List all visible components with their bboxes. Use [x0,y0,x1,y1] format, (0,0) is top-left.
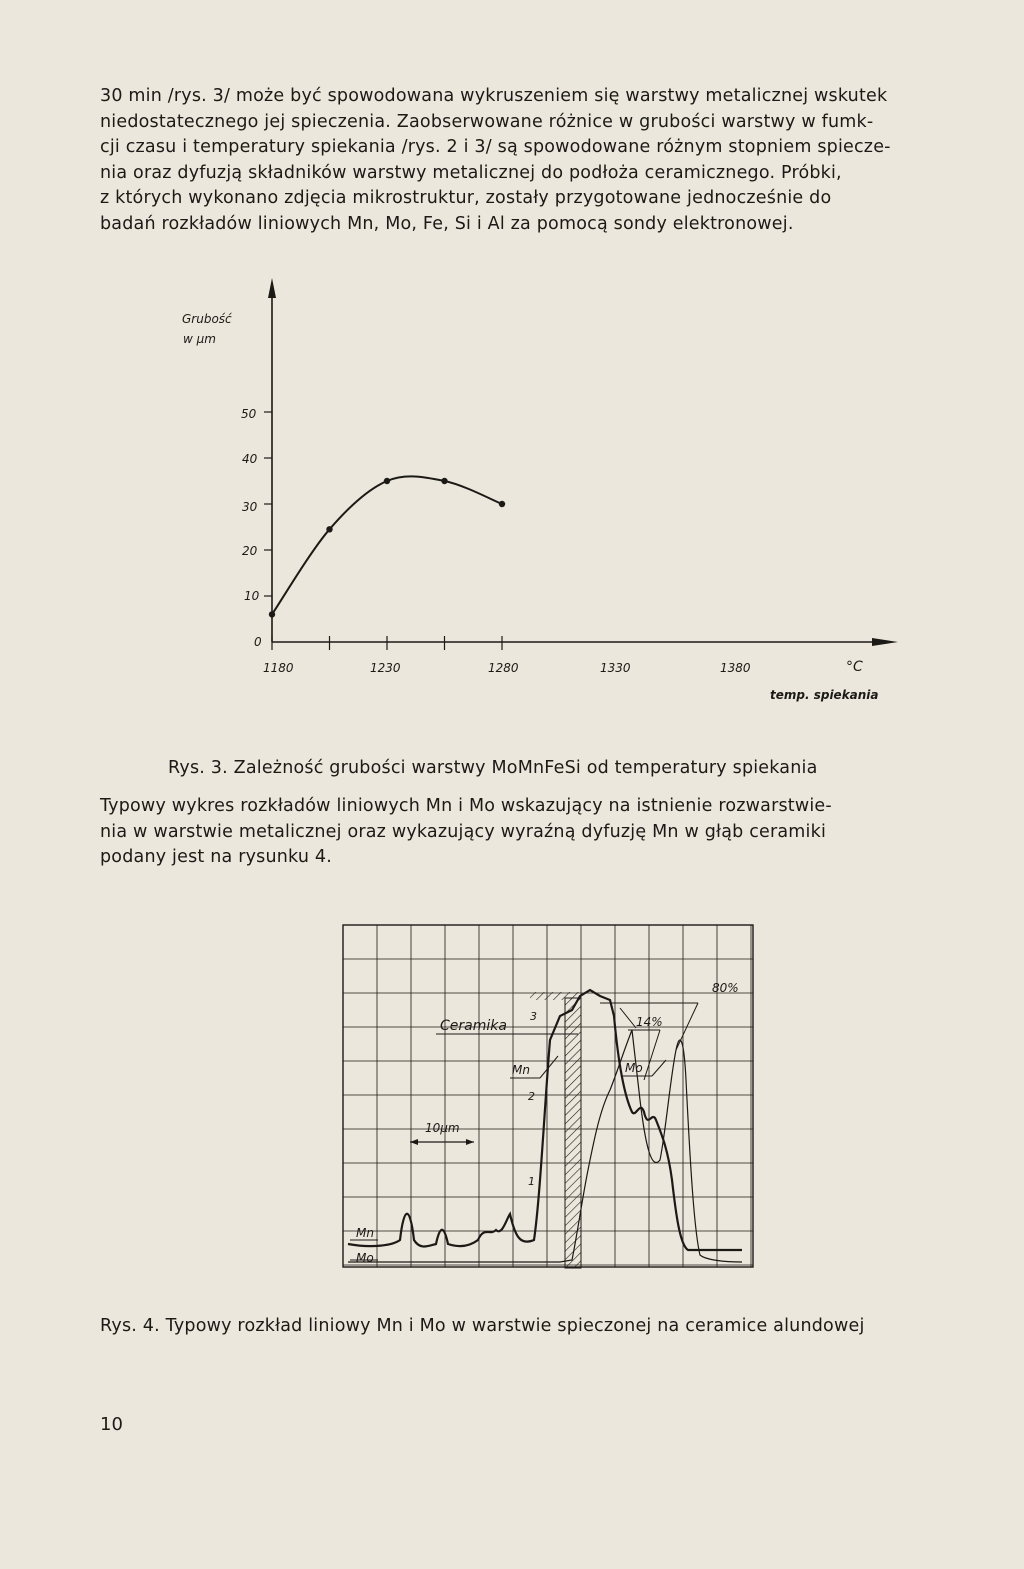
page-number: 10 [100,1414,123,1435]
ceramic-boundary-hatch [565,998,581,1268]
y-axis-unit: w μm [183,332,216,346]
y-tick-label: 30 [242,500,258,514]
label-mo: Mo [625,1061,643,1075]
y-tick-label: 50 [241,407,257,421]
origin-label: 0 [254,635,262,649]
text-line: niedostatecznego jej spieczenia. Zaobserwowane różnice w grubości warstwy w fumk- [100,111,874,132]
x-axis-unit: °C [846,659,863,675]
y-tick-label: 10 [244,589,260,603]
x-axis-label: temp. spiekania [770,688,879,702]
text-line: 30 min /rys. 3/ może być spowodowana wykruszeniem się warstwy metalicznej wskutek [100,86,888,106]
x-tick-label: 1180 [263,661,294,675]
label-mn: Mn [512,1063,530,1077]
text-line: badań rozkładów liniowych Mn, Mo, Fe, Si i Al za pomocą sondy elektronowej. [100,213,794,234]
text-line: nia w warstwie metalicznej oraz wykazujący wyraźną dyfuzję Mn w głąb ceramiki [100,821,827,842]
x-tick-label: 1380 [720,661,751,675]
leader-mo [652,1060,666,1076]
figure-4-caption: Rys. 4. Typowy rozkład liniowy Mn i Mo w warstwie spieczonej na ceramice alundowej [100,1316,865,1336]
label-80-percent: 80% [712,981,739,995]
label-mo-bottom: Mo [356,1251,374,1265]
leader-80 [676,1003,698,1050]
label-14-percent: 14% [636,1015,663,1029]
text-line: cji czasu i temperatury spiekania /rys. 2 i 3/ są spowodowane różnym stopniem spiecze- [100,137,891,157]
leader-14 [620,1008,636,1028]
figure-3-caption: Rys. 3. Zależność grubości warstwy MoMnFeSi od temperatury spiekania [168,758,818,778]
y-tick-label: 40 [242,452,258,466]
y-axis-label: Grubość [182,312,232,326]
text-line: z których wykonano zdjęcia mikrostruktur, zostały przygotowane jednocześnie do [100,188,832,208]
scale-mark-2: 2 [528,1090,535,1103]
scale-mark-1: 1 [528,1175,535,1188]
label-ceramika: Ceramika [440,1018,507,1034]
x-tick-label: 1330 [600,661,631,675]
x-tick-label: 1230 [370,661,401,675]
x-tick-label: 1280 [488,661,519,675]
text-line: nia oraz dyfuzją składników warstwy metalicznej do podłoża ceramicznego. Próbki, [100,162,842,183]
label-scale: 10μm [425,1121,460,1135]
leader-14 [644,1030,660,1080]
label-mn-bottom: Mn [356,1226,374,1240]
text-line: podany jest na rysunku 4. [100,847,333,867]
top-hatch [530,992,580,1000]
scale-arrow-right [466,1139,474,1145]
text-line: Typowy wykres rozkładów liniowych Mn i Mo wskazujący na istnienie rozwarstwie- [100,796,832,816]
scale-mark-3: 3 [530,1010,537,1023]
y-tick-label: 20 [242,544,258,558]
